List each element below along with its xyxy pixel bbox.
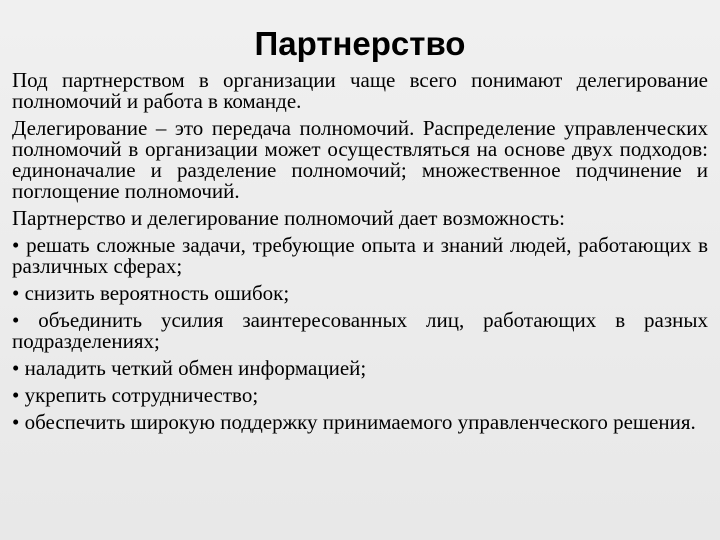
bullet-marker: •	[12, 233, 20, 257]
slide-content	[12, 70, 708, 433]
bullet-text: укрепить сотрудничество;	[24, 383, 259, 407]
bullet-marker: •	[12, 383, 20, 407]
bullet-text: наладить четкий обмен информацией;	[24, 356, 367, 380]
bullet-item	[12, 283, 708, 304]
bullet-item	[12, 310, 708, 352]
bullet-item	[12, 385, 708, 406]
paragraph-delegation-definition: Делегирование – это передача полномочий. Распределение управленческих полномочий в организации может осуществляться на основе двух подходов: единоначалие и разделение полномочий; множественное подчинение и поглощение полномочий.	[12, 116, 708, 203]
bullet-text: обеспечить широкую поддержку принимаемого управленческого решения.	[24, 410, 696, 434]
bullet-text: решать сложные задачи, требующие опыта и знаний людей, работающих в различных сферах;	[12, 233, 708, 278]
bullet-item	[12, 358, 708, 379]
bullet-item	[12, 412, 708, 433]
bullet-marker: •	[12, 281, 20, 305]
bullet-item	[12, 235, 708, 277]
slide-title: Партнерство	[254, 25, 466, 62]
paragraph-partnership-definition: Под партнерством в организации чаще всего понимают делегирование полномочий и работа в команде.	[12, 68, 708, 113]
bullet-marker: •	[12, 308, 20, 332]
paragraph-opportunities-intro: Партнерство и делегирование полномочий дает возможность:	[12, 206, 565, 230]
bullet-marker: •	[12, 410, 20, 434]
bullet-text: объединить усилия заинтересованных лиц, работающих в разных подразделениях;	[12, 308, 709, 353]
bullet-marker: •	[12, 356, 20, 380]
bullet-text: снизить вероятность ошибок;	[24, 281, 290, 305]
